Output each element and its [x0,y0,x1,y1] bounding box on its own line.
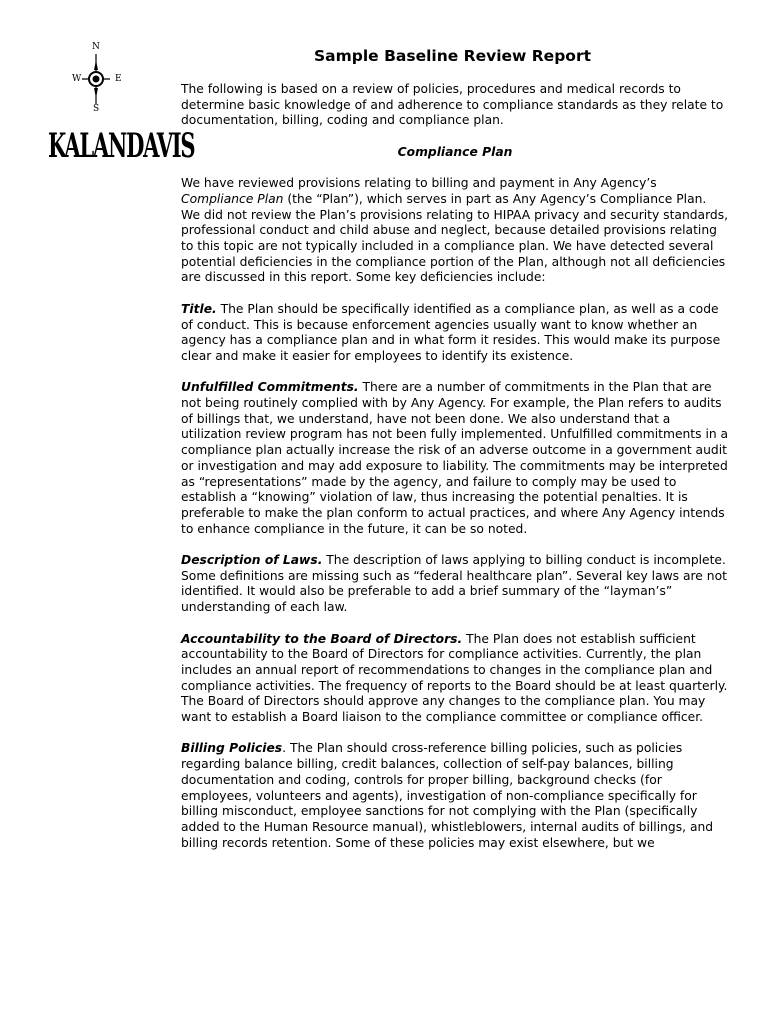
overview-text-end: (the “Plan”), which serves in part as Any Agency’s Compliance Plan. We did not review the Plan’s provisions relating to HIPAA privacy and security standards, professional conduct and child abuse and neglect, because detailed provisions relating to this topic are not typically included in a compliance plan. We have detected several potential deficiencies in the compliance portion of the Plan, although not all deficiencies are discussed in this report. Some key deficiencies include: [181,191,729,285]
deficiency-lead: Description of Laws. [181,553,323,568]
compass-south-label: S [93,104,100,114]
intro-paragraph: The following is based on a review of policies, procedures and medical records to determine basic knowledge of and adherence to compliance standards as they relate to documentation, billing, coding and compliance plan. [181,82,724,128]
compass-east-label: E [115,74,122,84]
deficiency-text: The Plan should be specifically identified as a compliance plan, as well as a code of conduct. This is because enforcement agencies usually want to know whether an agency has a compliance plan and in what form it resides. This would make its purpose clear and make it easier for employees to identify its existence. [181,301,721,363]
section-heading: Compliance Plan [397,144,513,159]
kalandavis-logo [44,42,195,166]
overview-paragraph [181,176,729,286]
deficiency-lead: Title. [181,301,217,316]
deficiency-unfulfilled-commitments [181,380,729,537]
deficiency-description-of-laws [181,553,729,616]
deficiency-text: The description of laws applying to billing conduct is incomplete. Some definitions are missing such as “federal healthcare plan”. Several key laws are not identified. It would also be preferable to add a brief summary of the “layman’s” understanding of each law. [181,553,727,615]
deficiency-lead: Accountability to the Board of Directors. [181,631,463,646]
deficiency-text: The Plan does not establish sufficient accountability to the Board of Directors for compliance activities. Currently, the plan includes an annual report of recommendations to changes in the compliance plan and compliance activities. The frequency of reports to the Board should be at least quarterly. The Board of Directors should approve any changes to the compliance plan. You may want to establish a Board liaison to the compliance committee or compliance officer. [181,631,728,725]
deficiency-lead: Billing Policies [181,741,283,756]
compass-north-label: N [92,42,100,52]
deficiency-accountability [181,632,729,726]
plan-name: Compliance Plan [181,191,284,206]
overview-text-start: We have reviewed provisions relating to billing and payment in Any Agency’s [181,176,657,191]
deficiency-text: . The Plan should cross-reference billing policies, such as policies regarding balance billing, credit balances, collection of self-pay balances, billing documentation and coding, controls for proper billing, background checks (for employees, volunteers and agents), investigation of non-compliance specifically for billing misconduct, employee sanctions for not complying with the Plan (specifically added to the Human Resource manual), whistleblowers, internal audits of billings, and billing records retention. Some of these policies may exist elsewhere, but we [181,741,714,850]
page-title: Sample Baseline Review Report [313,47,591,65]
brand-name: KALANDAVIS [48,126,195,166]
deficiency-title [181,302,729,365]
report-body [181,82,729,867]
deficiency-billing-policies [181,741,729,851]
compass-west-label: W [72,74,82,84]
deficiency-lead: Unfulfilled Commitments. [181,380,359,395]
deficiency-text: There are a number of commitments in the Plan that are not being routinely complied with by Any Agency. For example, the Plan refers to audits of billings that, we understand, have not been done. We also understand that a utilization review program has not been fully implemented. Unfulfilled commitments in a compliance plan actually increase the risk of an adverse outcome in a government audit or investigation and may add exposure to liability. The commitments may be interpreted as “representations” made by the agency, and failure to comply may be used to establish a “knowing” violation of law, thus increasing the potential penalties. It is preferable to make the plan conform to actual practices, and where Any Agency intends to enhance compliance in the future, it can be so noted. [181,380,729,536]
